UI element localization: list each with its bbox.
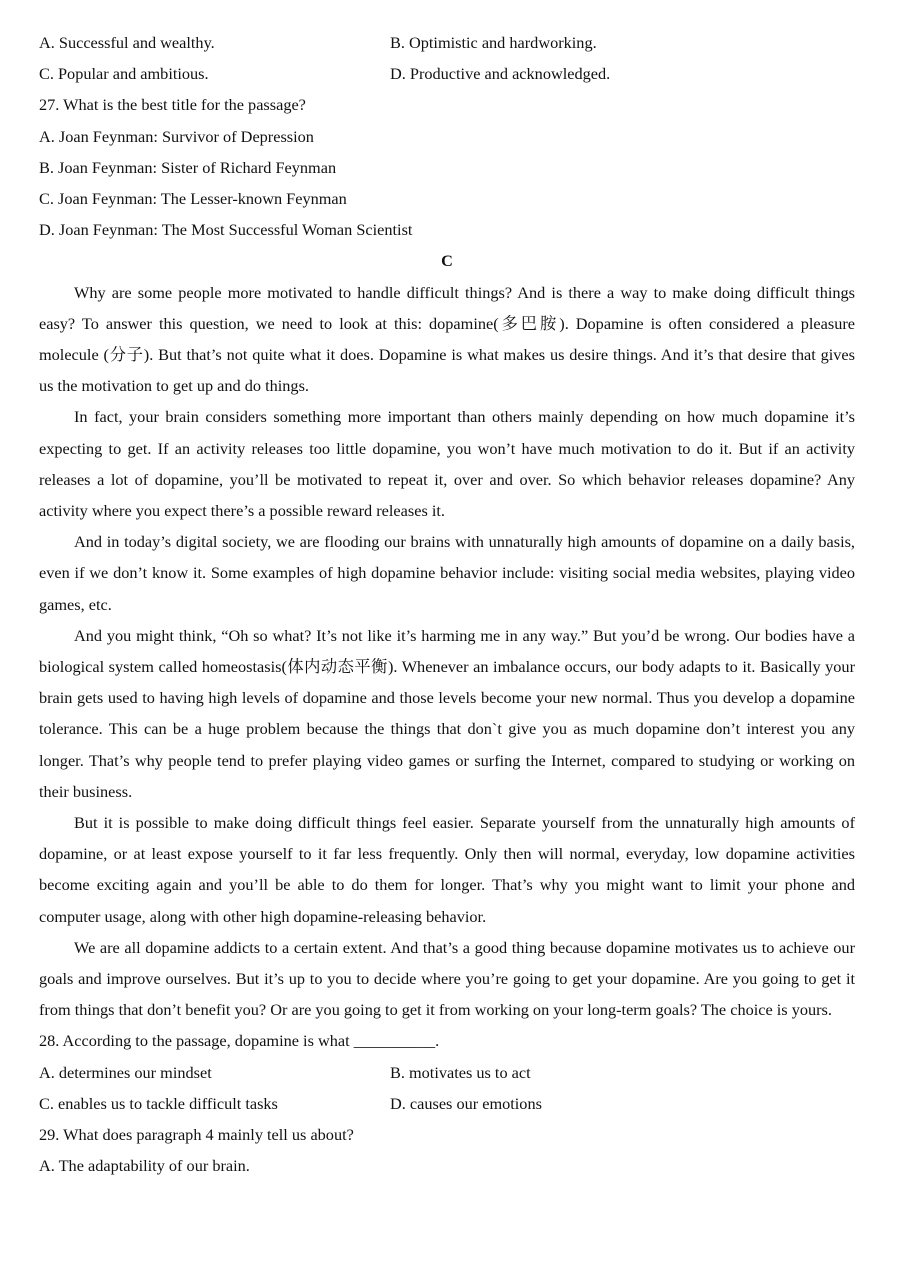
q27-option-b[interactable]: B. Joan Feynman: Sister of Richard Feynman [39, 157, 337, 177]
q28-option-d[interactable]: D. causes our emotions [390, 1093, 542, 1113]
passage-paragraph-4: And you might think, “Oh so what? It’s not like it’s harming me in any way.” But you’d be wrong. Our bodies have a biological system called homeostasis(体内动态平衡). Whenever an imbalance occurs, our body adapts to it. Basically your brain gets used to having high levels of dopamine and those levels become your new normal. Thus you develop a dopamine tolerance. This can be a huge problem because the things that don`t give you as much dopamine don’t interest you any longer. That’s why people tend to prefer playing video games or surfing the Internet, compared to studying or working on their business. [39, 625, 855, 801]
q27-option-a[interactable]: A. Joan Feynman: Survivor of Depression [39, 126, 314, 146]
passage [39, 277, 855, 1026]
q28-options-row-2 [39, 1088, 855, 1119]
passage-paragraph-5: But it is possible to make doing difficult things feel easier. Separate yourself from the unnaturally high amounts of dopamine, or at least expose yourself to it far less frequently. Only then will normal, everyday, low dopamine activities become exciting again and you’ll be able to do them for longer. That’s why you might want to limit your phone and computer usage, along with other high dopamine-releasing behavior. [39, 812, 855, 926]
q26-option-a[interactable]: A. Successful and wealthy. [39, 33, 215, 52]
q29-stem: 29. What does paragraph 4 mainly tell us about? [39, 1124, 354, 1144]
q26-option-c[interactable]: C. Popular and ambitious. [39, 64, 209, 84]
passage-paragraph-3: And in today’s digital society, we are flooding our brains with unnaturally high amounts of dopamine on a daily basis, even if we don’t know it. Some examples of high dopamine behavior include: visiting social media websites, playing video games, etc. [39, 532, 855, 614]
q28-options-row-1 [39, 1057, 855, 1088]
section-heading: C [441, 251, 453, 271]
q28-option-c[interactable]: C. enables us to tackle difficult tasks [39, 1093, 278, 1113]
document-page [39, 27, 855, 1181]
q26-options-row-1 [39, 27, 855, 58]
q28-option-b[interactable]: B. motivates us to act [390, 1062, 531, 1082]
passage-paragraph-1: Why are some people more motivated to handle difficult things? And is there a way to make doing difficult things easy? To answer this question, we need to look at this: dopamine(多巴胺). Dopamine is often considered a pleasure molecule (分子). But that’s not quite what it does. Dopamine is what makes us desire things. And it’s that desire that gives us the motivation to get up and do things. [39, 282, 855, 396]
q26-option-b[interactable]: B. Optimistic and hardworking. [390, 33, 597, 52]
q26-options-row-2 [39, 58, 855, 89]
passage-paragraph-2: In fact, your brain considers something more important than others mainly depending on how much dopamine it’s expecting to get. If an activity releases too little dopamine, you won’t have much motivation to do it. But if an activity releases a lot of dopamine, you’ll be motivated to repeat it, over and over. So which behavior releases dopamine? Any activity where you expect there’s a possible reward releases it. [39, 407, 855, 520]
q27-stem: 27. What is the best title for the passage? [39, 95, 306, 115]
q28-option-a[interactable]: A. determines our mindset [39, 1062, 212, 1082]
q26-option-d[interactable]: D. Productive and acknowledged. [390, 64, 611, 84]
q29-option-a[interactable]: A. The adaptability of our brain. [39, 1156, 250, 1176]
q27-option-c[interactable]: C. Joan Feynman: The Lesser-known Feynman [39, 188, 347, 208]
q27-option-d[interactable]: D. Joan Feynman: The Most Successful Woman Scientist [39, 220, 413, 240]
passage-paragraph-6: We are all dopamine addicts to a certain extent. And that’s a good thing because dopamine motivates us to achieve our goals and improve ourselves. But it’s up to you to decide where you’re going to get your dopamine. Are you going to get it from things that don’t benefit you? Or are you going to get it from working on your long-term goals? The choice is yours. [39, 937, 855, 1020]
q28-stem: 28. According to the passage, dopamine is what __________. [39, 1031, 440, 1051]
